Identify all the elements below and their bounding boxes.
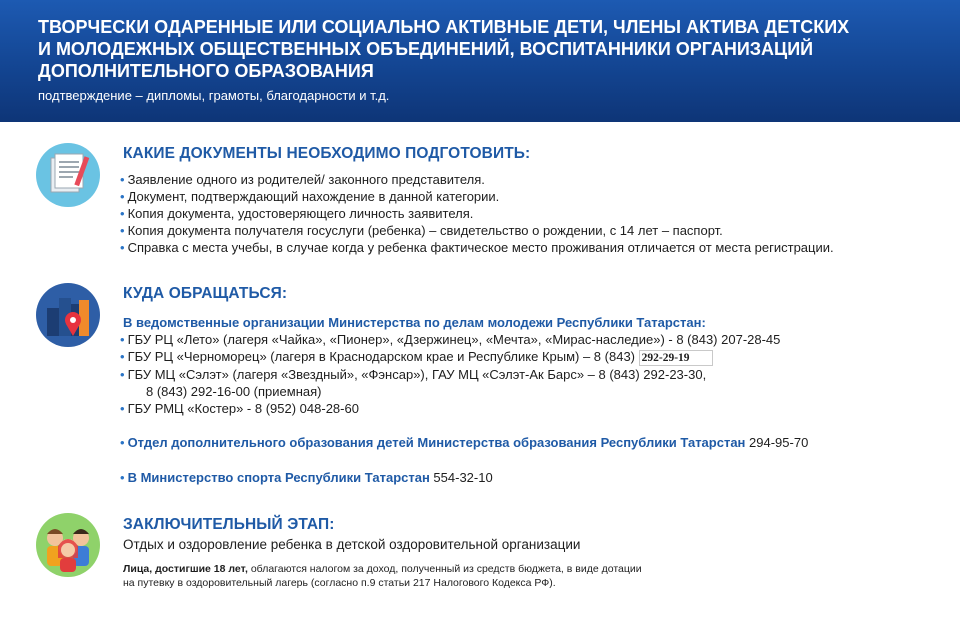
documents-heading: КАКИЕ ДОКУМЕНТЫ НЕОБХОДИМО ПОДГОТОВИТЬ: xyxy=(123,145,531,162)
final-heading: ЗАКЛЮЧИТЕЛЬНЫЙ ЭТАП: xyxy=(123,516,335,533)
tax-note: Лица, достигшие 18 лет, облагаются налогом за доход, полученный из средств бюджета, в виде дотации на путевку в оздоровительный лагерь (согласно п.9 статьи 217 Налогового Кодекса РФ). xyxy=(123,563,642,589)
list-item: • Копия документа, удостоверяющего личность заявителя. xyxy=(120,206,474,221)
contacts-heading: КУДА ОБРАЩАТЬСЯ: xyxy=(123,285,288,302)
header-banner xyxy=(0,0,960,122)
title-line-3: ДОПОЛНИТЕЛЬНОГО ОБРАЗОВАНИЯ xyxy=(38,61,374,81)
dept-education-line: • Отдел дополнительного образования детей Министерства образования Республики Татарстан 294-95-70 xyxy=(120,435,809,450)
list-item: • Копия документа получателя госуслуги (ребенка) – свидетельство о рождении, с 14 лет – паспорт. xyxy=(120,223,723,238)
people-group-icon xyxy=(35,512,101,578)
page-subtitle: подтверждение – дипломы, грамоты, благодарности и т.д. xyxy=(38,88,390,103)
title-line-1: ТВОРЧЕСКИ ОДАРЕННЫЕ ИЛИ СОЦИАЛЬНО АКТИВНЫЕ ДЕТИ, ЧЛЕНЫ АКТИВА ДЕТСКИХ xyxy=(38,17,850,37)
page-title xyxy=(38,16,918,82)
list-item: • ГБУ МЦ «Сэлэт» (лагеря «Звездный», «Фэнсар»), ГАУ МЦ «Сэлэт-Ак Барс» – 8 (843) 292-23-30, xyxy=(120,367,707,382)
contacts-list xyxy=(120,331,780,417)
title-line-2: И МОЛОДЕЖНЫХ ОБЩЕСТВЕННЫХ ОБЪЕДИНЕНИЙ, ВОСПИТАННИКИ ОРГАНИЗАЦИЙ xyxy=(38,39,814,59)
list-item: • ГБУ РЦ «Лето» (лагеря «Чайка», «Пионер», «Дзержинец», «Мечта», «Мирас-наследие») - 8 (843) 207-28-45 xyxy=(120,332,781,347)
documents-icon xyxy=(35,142,101,208)
city-location-icon xyxy=(35,282,101,348)
list-item: • Заявление одного из родителей/ законного представителя. xyxy=(120,172,485,187)
list-item-continuation: 8 (843) 292-16-00 (приемная) xyxy=(146,384,322,399)
sport-ministry-line: • В Министерство спорта Республики Татарстан 554-32-10 xyxy=(120,470,493,485)
documents-list xyxy=(120,171,834,256)
ministry-intro: В ведомственные организации Министерства по делам молодежи Республики Татарстан: xyxy=(123,315,706,330)
list-item: • Документ, подтверждающий нахождение в данной категории. xyxy=(120,189,500,204)
list-item: • ГБУ РЦ «Черноморец» (лагеря в Краснодарском крае и Республике Крым) – 8 (843) 292-29-19 xyxy=(120,348,780,366)
list-item: • Справка с места учебы, в случае когда у ребенка фактическое место проживания отличается от места регистрации. xyxy=(120,240,834,255)
phone-stamp: 292-29-19 xyxy=(639,350,713,366)
list-item: • ГБУ РМЦ «Костер» - 8 (952) 048-28-60 xyxy=(120,401,359,416)
final-text: Отдых и оздоровление ребенка в детской оздоровительной организации xyxy=(123,537,581,552)
